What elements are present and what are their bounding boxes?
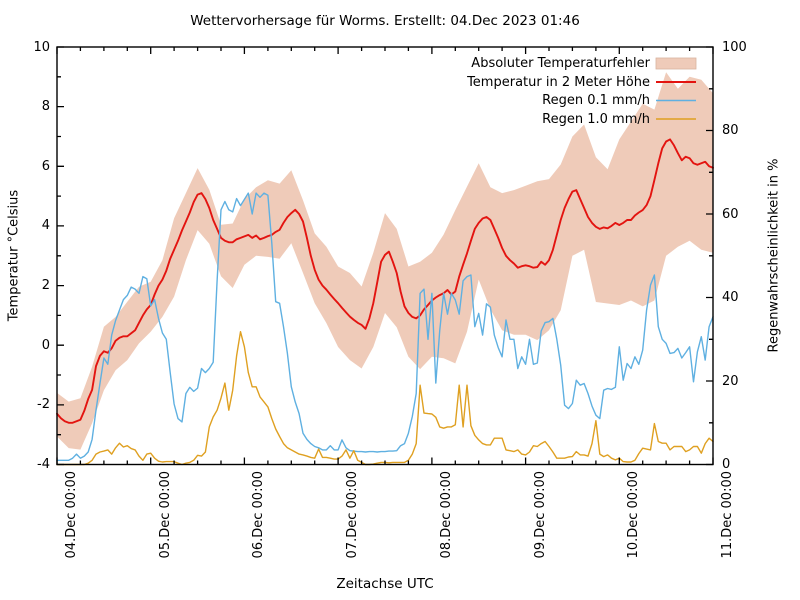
y-axis-label-right: Regenwahrscheinlichkeit in % bbox=[766, 158, 782, 353]
legend-label: Temperatur in 2 Meter Höhe bbox=[467, 74, 650, 90]
legend-label: Regen 1.0 mm/h bbox=[542, 111, 650, 127]
y-right-tick-label: 100 bbox=[722, 39, 747, 55]
x-tick-label: 06.Dec 00:00 bbox=[251, 471, 267, 559]
x-tick-label: 11.Dec 00:00 bbox=[720, 471, 735, 559]
x-tick-label: 10.Dec 00:00 bbox=[626, 471, 642, 559]
y-right-tick-label: 80 bbox=[722, 123, 739, 138]
y-left-tick-label: 2 bbox=[41, 278, 50, 294]
y-axis-label-left: Temperatur °Celsius bbox=[6, 189, 22, 322]
x-tick-label: 04.Dec 00:00 bbox=[64, 471, 79, 559]
y-left-tick-label: 4 bbox=[41, 218, 50, 234]
x-tick-label: 09.Dec 00:00 bbox=[532, 471, 548, 559]
y-left-tick-label: 0 bbox=[41, 337, 50, 353]
legend-label: Absoluter Temperaturfehler bbox=[471, 56, 650, 71]
y-left-tick-label: 10 bbox=[33, 39, 50, 55]
x-tick-label: 08.Dec 00:00 bbox=[438, 471, 454, 559]
y-left-tick-label: 8 bbox=[41, 99, 50, 115]
x-tick-label: 05.Dec 00:00 bbox=[157, 471, 173, 559]
rain-10-line bbox=[57, 332, 713, 465]
y-right-tick-label: 20 bbox=[722, 373, 739, 389]
chart-title: Wettervorhersage für Worms. Erstellt: 04.Dec 2023 01:46 bbox=[190, 13, 580, 29]
y-right-tick-label: 0 bbox=[722, 457, 731, 472]
y-left-tick-label: -4 bbox=[37, 457, 50, 472]
error-band-area bbox=[57, 72, 713, 449]
y-left-tick-label: -2 bbox=[37, 397, 50, 413]
legend-label: Regen 0.1 mm/h bbox=[542, 93, 650, 108]
y-right-tick-label: 40 bbox=[722, 290, 739, 305]
legend-band-swatch bbox=[656, 58, 696, 69]
x-axis-label: Zeitachse UTC bbox=[336, 576, 434, 592]
x-tick-label: 07.Dec 00:00 bbox=[345, 471, 361, 559]
y-right-tick-label: 60 bbox=[722, 206, 739, 222]
y-left-tick-label: 6 bbox=[41, 158, 50, 174]
